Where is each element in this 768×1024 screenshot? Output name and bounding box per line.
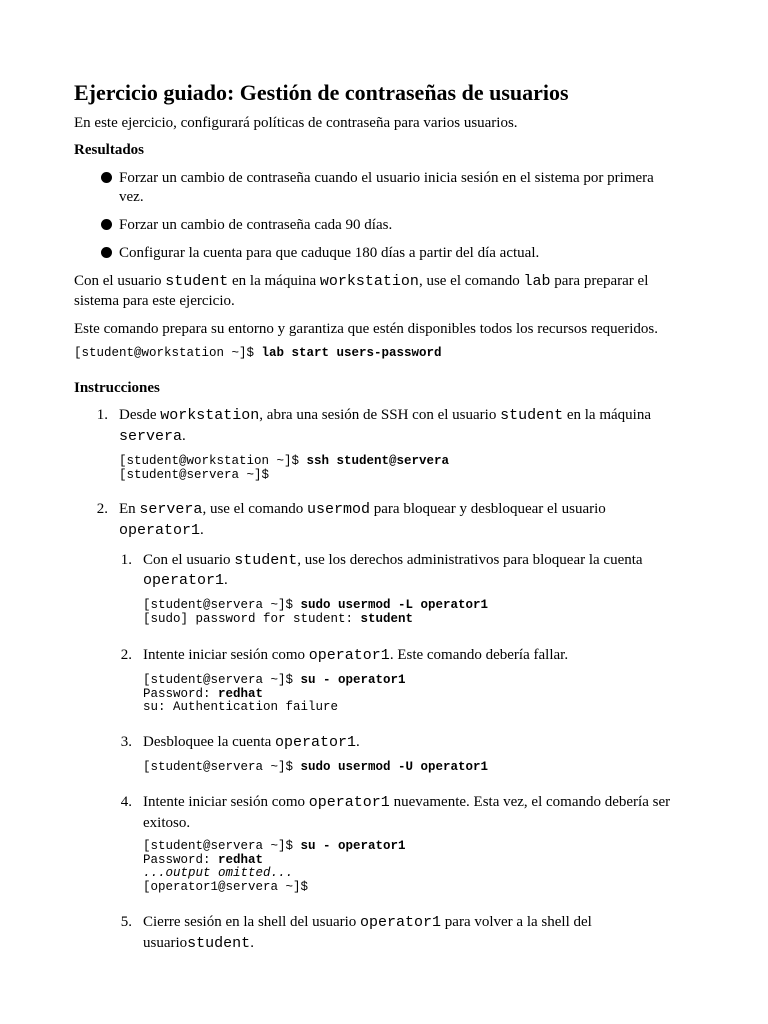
output: Password: <box>143 686 219 701</box>
page-title: Ejercicio guiado: Gestión de contraseñas de usuarios <box>74 80 569 105</box>
text: Intente iniciar sesión como <box>143 794 309 810</box>
sub2-line1 <box>143 646 568 665</box>
text: . <box>224 572 228 588</box>
bullet-icon <box>101 247 112 258</box>
text: , use el comando <box>418 273 524 289</box>
inline-code: student <box>165 273 229 290</box>
outcome-item-2: Forzar un cambio de contraseña cada 90 días. <box>119 217 393 233</box>
prompt: [student@servera ~]$ <box>119 467 270 482</box>
text: usuario <box>143 935 188 951</box>
inline-code: servera <box>119 428 183 445</box>
step1-line1 <box>119 406 651 425</box>
prompt: [student@servera ~]$ <box>143 673 301 687</box>
inline-code: workstation <box>160 407 260 424</box>
inline-code: operator1 <box>308 647 390 664</box>
inline-code: student <box>234 552 298 569</box>
substep-number: 4. <box>120 794 132 810</box>
text: Con el usuario <box>74 273 166 289</box>
text: para preparar el <box>550 273 649 289</box>
text: , abra una sesión de SSH con el usuario <box>259 407 501 423</box>
command: su - operator1 <box>300 839 406 853</box>
text: Intente iniciar sesión como <box>143 647 309 663</box>
inline-code: operator1 <box>143 572 225 589</box>
output: Password: <box>143 852 219 867</box>
sub1-line2 <box>143 571 228 590</box>
text: en la máquina <box>228 273 320 289</box>
prompt: [operator1@servera ~]$ <box>143 879 309 894</box>
text: En <box>119 501 140 517</box>
text: Desbloquee la cuenta <box>143 734 276 750</box>
prompt: [student@servera ~]$ <box>143 598 301 612</box>
text: nuevamente. Esta vez, el comando debería ser <box>389 794 671 810</box>
sub5-line1 <box>143 913 592 932</box>
step-number: 2. <box>96 501 108 517</box>
sub4-line1 <box>143 793 670 812</box>
sub1-line1 <box>143 551 643 570</box>
command: ssh student@servera <box>306 454 450 468</box>
text: en la máquina <box>563 407 651 423</box>
step-number: 1. <box>96 407 108 423</box>
setup-paragraph-2: Este comando prepara su entorno y garantiza que estén disponibles todos los recursos requeridos. <box>74 321 659 337</box>
text: , use los derechos administrativos para bloquear la cuenta <box>297 552 643 568</box>
inline-code: servera <box>139 501 203 518</box>
user-input: student <box>360 611 414 626</box>
inline-code: operator1 <box>308 794 390 811</box>
inline-code: workstation <box>319 273 419 290</box>
text: para bloquear y desbloquear el usuario <box>370 501 606 517</box>
step2-line2 <box>119 521 204 540</box>
step2-line1 <box>119 500 606 519</box>
inline-code: usermod <box>307 501 371 518</box>
output: su: Authentication failure <box>143 700 339 714</box>
setup-code-block <box>74 347 442 361</box>
inline-code: student <box>500 407 564 424</box>
prompt: [student@workstation ~]$ <box>74 346 262 360</box>
text: . <box>200 522 204 538</box>
substep-number: 5. <box>120 914 132 930</box>
command: sudo usermod -L operator1 <box>300 598 489 612</box>
outcome-item-3: Configurar la cuenta para que caduque 180 días a partir del día actual. <box>119 245 540 261</box>
sub1-code-block <box>143 599 488 626</box>
sub4-line2: exitoso. <box>143 815 191 831</box>
command: lab start users-password <box>261 346 442 360</box>
prompt: [student@servera ~]$ <box>143 839 301 853</box>
text: . <box>250 935 254 951</box>
inline-code: lab <box>523 273 551 290</box>
output: [sudo] password for student: <box>143 611 361 626</box>
setup-paragraph-line2: sistema para este ejercicio. <box>74 293 235 309</box>
text: . <box>356 734 360 750</box>
prompt: [student@servera ~]$ <box>143 760 301 774</box>
output-omitted: ...output omitted... <box>143 866 294 880</box>
intro-paragraph: En este ejercicio, configurará políticas de contraseña para varios usuarios. <box>74 115 518 131</box>
step1-code-block <box>119 455 449 482</box>
text: . <box>182 428 186 444</box>
text: para volver a la shell del <box>441 914 592 930</box>
inline-code: operator1 <box>119 522 201 539</box>
step1-line2 <box>119 427 186 446</box>
outcomes-heading: Resultados <box>74 142 145 158</box>
instructions-heading: Instrucciones <box>74 380 160 396</box>
setup-paragraph-line1 <box>74 272 648 291</box>
inline-code: operator1 <box>275 734 357 751</box>
command: sudo usermod -U operator1 <box>300 760 489 774</box>
sub3-code-block <box>143 761 488 775</box>
sub5-line2 <box>143 934 254 953</box>
outcome-item-1-line1: Forzar un cambio de contraseña cuando el usuario inicia sesión en el sistema por primera <box>119 170 654 186</box>
bullet-icon <box>101 172 112 183</box>
user-input: redhat <box>218 686 264 701</box>
text: Desde <box>119 407 161 423</box>
outcome-item-1-line2: vez. <box>119 189 144 205</box>
inline-code: operator1 <box>360 914 442 931</box>
inline-code: student <box>187 935 251 952</box>
substep-number: 1. <box>120 552 132 568</box>
sub3-line1 <box>143 733 360 752</box>
substep-number: 3. <box>120 734 132 750</box>
prompt: [student@workstation ~]$ <box>119 454 307 468</box>
text: Cierre sesión en la shell del usuario <box>143 914 361 930</box>
substep-number: 2. <box>120 647 132 663</box>
sub4-code-block <box>143 840 406 894</box>
user-input: redhat <box>218 852 264 867</box>
bullet-icon <box>101 219 112 230</box>
text: , use el comando <box>202 501 307 517</box>
text: . Este comando debería fallar. <box>389 647 569 663</box>
sub2-code-block <box>143 674 406 715</box>
text: Con el usuario <box>143 552 235 568</box>
command: su - operator1 <box>300 673 406 687</box>
